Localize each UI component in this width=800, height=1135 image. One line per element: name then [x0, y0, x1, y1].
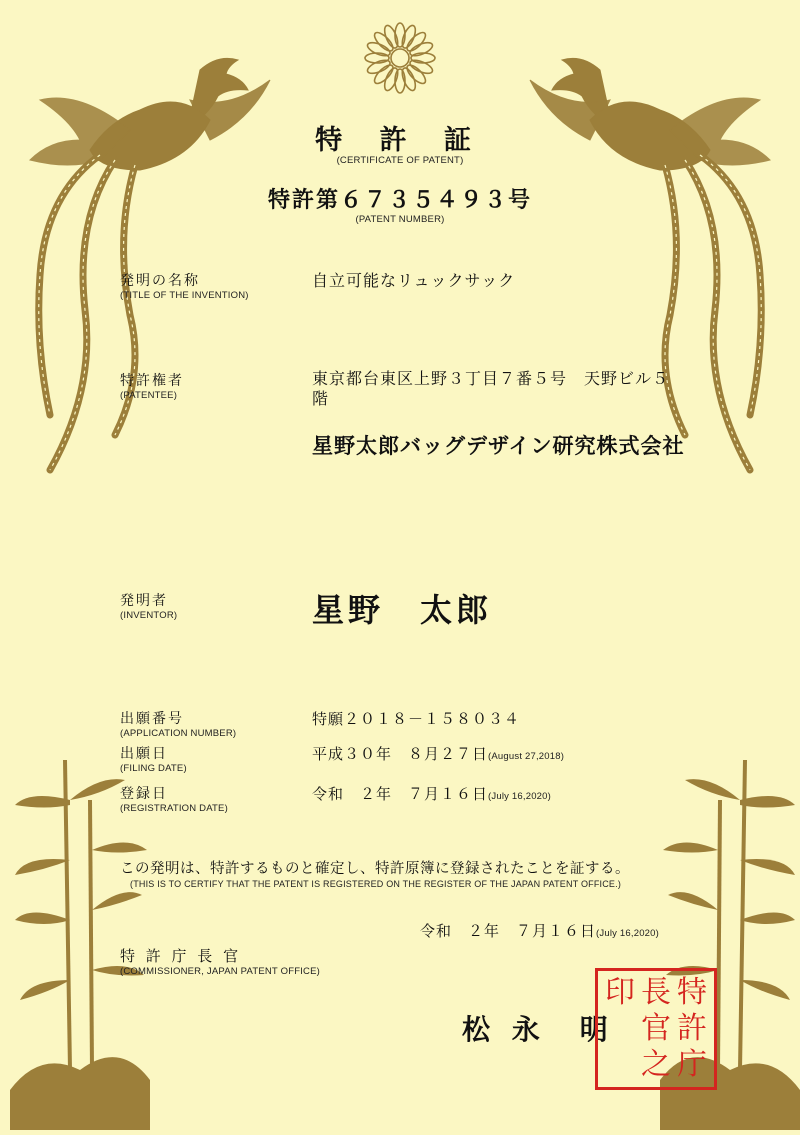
chrysanthemum-petal [404, 62, 428, 86]
seal-char: 官 [641, 1011, 671, 1046]
patent-number: 特許第６７３５４９３号 [267, 187, 532, 213]
seal-char: 印 [605, 975, 635, 1010]
application-number-value: 特願２０１８－１５８０３４ [312, 710, 521, 728]
patent-number-en: (PATENT NUMBER) [355, 214, 445, 225]
phoenix-left-icon [20, 30, 275, 480]
phoenix-right-icon [525, 30, 780, 480]
seal-char: 之 [641, 1047, 671, 1082]
commissioner-label: 特 許 庁 長 官 [120, 947, 242, 965]
seal-char: 特 [677, 975, 707, 1010]
certificate-title-en: (CERTIFICATE OF PATENT) [336, 155, 464, 166]
inventor-label-en: (INVENTOR) [120, 610, 178, 621]
registration-date-value-en: (July 16,2020) [488, 791, 552, 802]
chrysanthemum-petal [372, 62, 396, 86]
filing-date-value: 平成３０年 ８月２７日 [312, 745, 489, 763]
certification-date-en: (July 16,2020) [596, 928, 660, 939]
official-seal-icon [595, 968, 717, 1090]
seal-char: 許 [677, 1011, 707, 1046]
seal-char: 長 [641, 975, 671, 1010]
patentee-label-en: (PATENTEE) [120, 390, 178, 401]
commissioner-name: 松 永 明 [462, 1013, 614, 1046]
application-number-label-en: (APPLICATION NUMBER) [120, 728, 237, 739]
inventor-name: 星野 太郎 [312, 591, 493, 629]
inventor-label: 発明者 [120, 593, 168, 609]
seal-char [602, 1011, 638, 1047]
title-of-invention-label: 発明の名称 [120, 273, 200, 289]
filing-date-value-en: (August 27,2018) [488, 751, 565, 762]
certificate-title: 特 許 証 [315, 125, 485, 156]
certification-date: 令和 ２年 ７月１６日 [420, 922, 597, 940]
certification-text-en: (THIS IS TO CERTIFY THAT THE PATENT IS REGISTERED ON THE REGISTER OF THE JAPAN PATENT OFFICE.) [130, 879, 622, 889]
title-of-invention-label-en: (TITLE OF THE INVENTION) [120, 290, 249, 301]
chrysanthemum-petal [372, 30, 396, 54]
seal-char [602, 1047, 638, 1083]
title-of-invention-value: 自立可能なリュックサック [312, 271, 516, 290]
registration-date-label: 登録日 [120, 786, 168, 802]
patentee-label: 特許権者 [120, 373, 184, 389]
application-number-label: 出願番号 [120, 711, 184, 727]
patentee-address-line2: 階 [312, 389, 330, 408]
commissioner-label-en: (COMMISSIONER, JAPAN PATENT OFFICE) [120, 966, 321, 977]
registration-date-label-en: (REGISTRATION DATE) [120, 803, 228, 814]
filing-date-label-en: (FILING DATE) [120, 763, 187, 774]
chrysanthemum-petal [404, 30, 428, 54]
patentee-address-line1: 東京都台東区上野３丁目７番５号 天野ビル５ [312, 369, 670, 388]
filing-date-label: 出願日 [120, 746, 168, 762]
registration-date-value: 令和 ２年 ７月１６日 [312, 785, 489, 803]
certification-text: この発明は、特許するものと確定し、特許原簿に登録されたことを証する。 [120, 861, 630, 877]
seal-char: 庁 [677, 1047, 707, 1082]
patentee-name: 星野太郎バッグデザイン研究株式会社 [312, 433, 685, 458]
chrysanthemum-crest-icon [362, 20, 438, 96]
